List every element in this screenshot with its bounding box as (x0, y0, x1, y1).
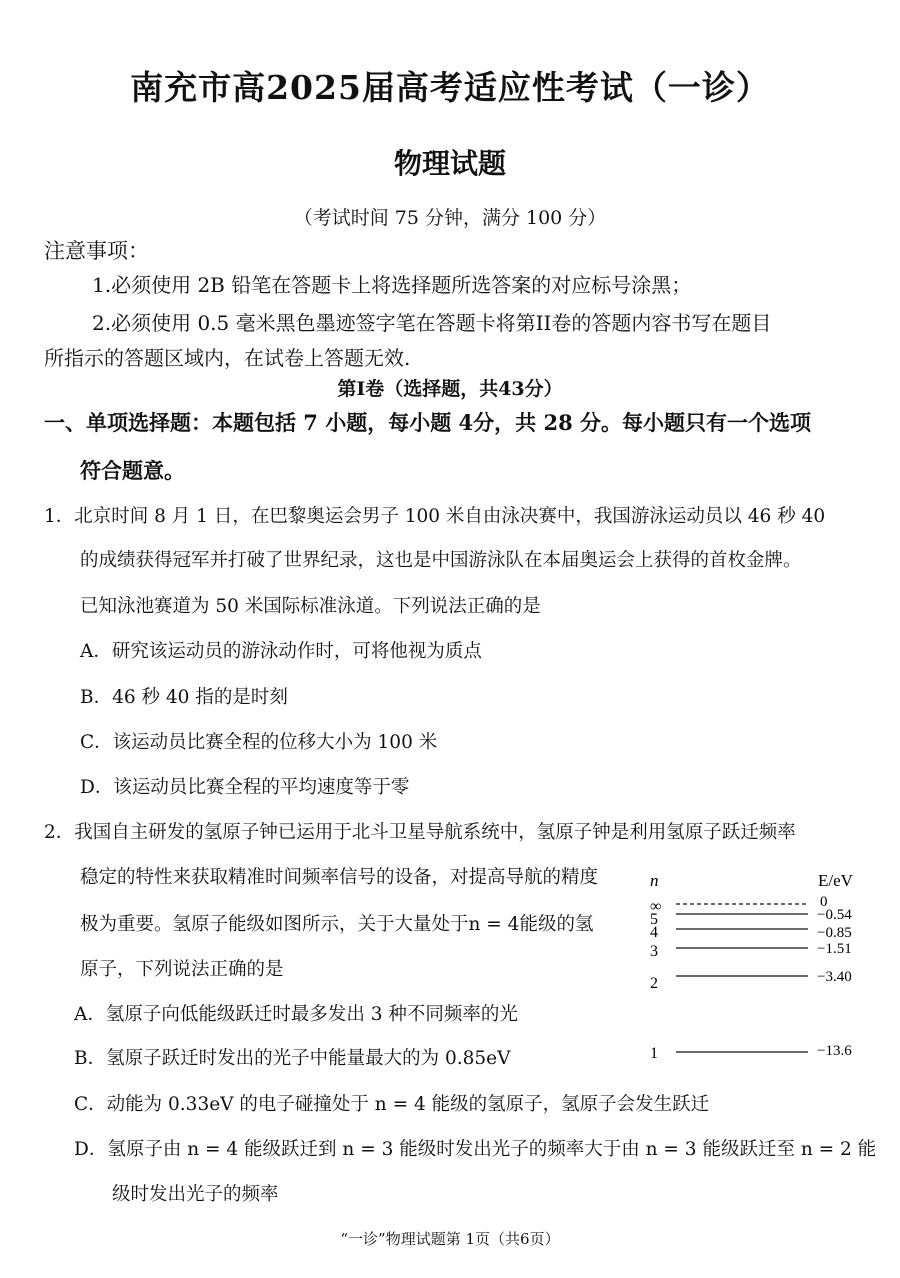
notice-item-2: 2.必须使用 0.5 毫米黑色墨迹签字笔在答题卡将第II卷的答题内容书写在题目 (92, 311, 772, 335)
q2-option-d: D．氢原子由 n = 4 能级跃迁到 n = 3 能级时发出光子的频率大于由 n = 3 能级跃迁至 n = 2 能 (74, 1139, 877, 1160)
level-e-2: −3.40 (817, 969, 852, 985)
level-n-2: 2 (650, 975, 658, 992)
energy-level-diagram (640, 862, 870, 1062)
level-n-3: 3 (650, 943, 658, 960)
notice-heading: 注意事项： (44, 239, 149, 263)
exam-meta: （考试时间 75 分钟，满分 100 分） (293, 207, 607, 229)
q2-stem-line-3: 极为重要。氢原子能级如图所示，关于大量处于n = 4能级的氢 (80, 914, 594, 935)
diagram-e-label: E/eV (818, 871, 853, 890)
q2-stem-line-2: 稳定的特性来获取精准时间频率信号的设备，对提高导航的精度 (80, 867, 599, 888)
q2-stem-line-1: 2．我国自主研发的氢原子钟已运用于北斗卫星导航系统中，氢原子钟是利用氢原子跃迁频率 (44, 822, 796, 843)
level-e-5: −0.54 (817, 907, 852, 923)
q2-option-d-cont: 级时发出光子的频率 (112, 1184, 279, 1205)
exam-title: 南充市高2025届高考适应性考试（一诊） (130, 68, 770, 107)
q2-option-b: B．氢原子跃迁时发出的光子中能量最大的为 0.85eV (74, 1048, 511, 1069)
level-e-4: −0.85 (817, 925, 852, 941)
section-heading-cont: 符合题意。 (80, 458, 185, 483)
q2-stem-line-4: 原子，下列说法正确的是 (80, 959, 284, 980)
notice-item-2-cont: 所指示的答题区域内，在试卷上答题无效. (44, 346, 411, 370)
level-e-inf: 0 (820, 894, 828, 910)
level-e-1: −13.6 (817, 1043, 852, 1059)
q2-option-a: A．氢原子向低能级跃迁时最多发出 3 种不同频率的光 (74, 1004, 518, 1025)
level-n-4: 4 (650, 924, 658, 941)
part-title: 第I卷（选择题，共43分） (337, 378, 563, 400)
page-footer: “一诊”物理试题第 1页（共6页） (340, 1230, 560, 1248)
level-n-inf: ∞ (650, 898, 662, 915)
q1-stem-line-1: 1．北京时间 8 月 1 日，在巴黎奥运会男子 100 米自由泳决赛中，我国游泳运动员以 46 秒 40 (44, 506, 826, 527)
q2-option-c: C．动能为 0.33eV 的电子碰撞处于 n = 4 能级的氢原子，氢原子会发生跃迁 (74, 1094, 710, 1115)
level-n-1: 1 (650, 1045, 658, 1062)
notice-item-1: 1.必须使用 2B 铅笔在答题卡上将选择题所选答案的对应标号涂黑； (92, 273, 692, 297)
q1-option-d: D．该运动员比赛全程的平均速度等于零 (80, 777, 410, 798)
q1-option-c: C．该运动员比赛全程的位移大小为 100 米 (80, 732, 438, 753)
diagram-n-label: n (650, 871, 659, 890)
q1-option-a: A．研究该运动员的游泳动作时，可将他视为质点 (80, 641, 482, 662)
level-n-5: 5 (650, 911, 658, 928)
q1-option-b: B．46 秒 40 指的是时刻 (80, 687, 288, 708)
level-e-3: −1.51 (817, 941, 852, 957)
subject-title: 物理试题 (393, 147, 506, 180)
section-heading: 一、单项选择题：本题包括 7 小题，每小题 4分，共 28 分。每小题只有一个选项 (44, 410, 811, 435)
q1-stem-line-2: 的成绩获得冠军并打破了世界纪录，这也是中国游泳队在本届奥运会上获得的首枚金牌。 (80, 550, 802, 571)
q1-stem-line-3: 已知泳池赛道为 50 米国际标准泳道。下列说法正确的是 (80, 596, 541, 617)
